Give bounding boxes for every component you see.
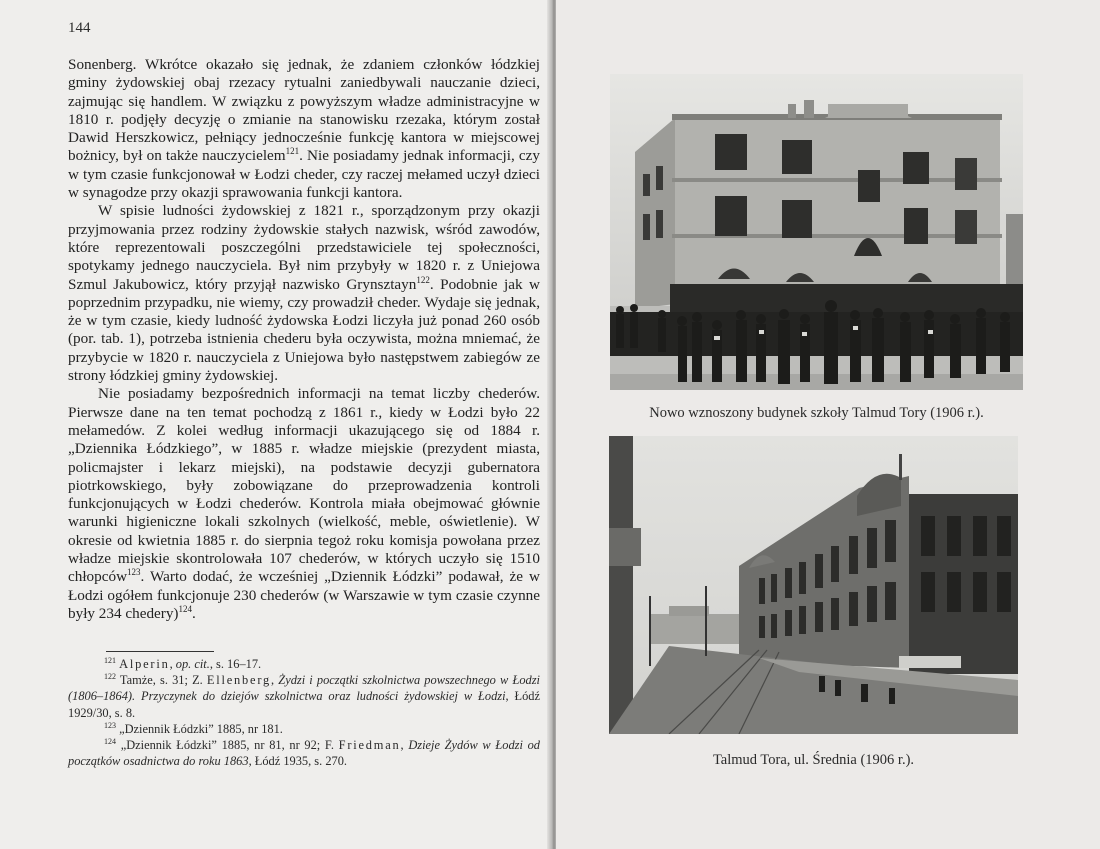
paragraph — [68, 202, 540, 385]
photo-1-caption: Nowo wznoszony budynek szkoły Talmud Tory (1906 r.). — [649, 405, 984, 421]
text-run: W spisie ludności żydowskiej z 1821 r., sporządzonym przy okazji przyjmowania przez rodziny żydowskie stałych nazwisk, wśród zawodów, które reprezentowali poszczególni przedstawiciele tej społeczności, spotykamy jednego nauczyciela. Był nim przybyły w 1820 r. z Uniejowa Szmul Jakubowicz, który przyjął nazwisko Grynsztayn — [68, 202, 540, 293]
photo-2-caption: Talmud Tora, ul. Średnia (1906 r.). — [712, 752, 915, 768]
text-run: , Łódź 1935, s. 270. — [248, 754, 348, 769]
footnote — [68, 721, 540, 737]
text-run: „Dziennik Łódzki” 1885, nr 181. — [116, 721, 283, 736]
author-name: Alperin — [119, 657, 170, 671]
paragraph — [68, 56, 540, 202]
text-run: , — [271, 673, 279, 688]
italic-text: Dzieje Żydów w Łodzi od początków osadnictwa do roku 1863 — [68, 738, 540, 769]
text-run: . Podobnie jak w poprzednim przypadku, nie wiemy, czy prowadził cheder. Wydaje się jednak, że w tym czasie, kiedy ludność żydowska Łodzi liczyła już ponad 260 osób (por. tab. 1), potrzeba istnienia chederu była oczywista, można mniemać, że przybycie w 1820 r. nauczyciela z Uniejowa było następstwem zabiegów ze strony łódzkiej gminy żydowskiej. — [68, 275, 540, 385]
paragraph — [68, 385, 540, 623]
text-run: Tamże, s. 31; Z. — [116, 673, 207, 688]
italic-text: op. cit. — [175, 657, 210, 671]
footnote-marker: 123 — [127, 567, 141, 578]
text-run: „Dziennik Łódzki” 1885, nr 81, nr 92; F. — [116, 738, 339, 753]
italic-text: Żydzi i początki szkolnictwa powszechnego w Łodzi (1806–1864). Przyczynek do dziejów szkolnictwa oraz ludności żydowskiej w Łodzi — [68, 673, 540, 704]
text-run: . Nie posiadamy jednak informacji, czy w tym czasie funkcjonował w Łodzi cheder, czy raczej mełamed uczył dzieci w synagodze przy okazji sprawowania funkcji kantora. — [68, 147, 541, 202]
footnote-marker: 124 — [104, 736, 116, 746]
text-run: , — [400, 738, 409, 753]
footnote-marker: 122 — [416, 274, 430, 285]
text-run: , s. 16–17. — [209, 657, 262, 671]
photo-talmud-tora-street — [609, 436, 1018, 734]
footnote-marker: 121 — [285, 146, 300, 157]
text-run: , — [169, 657, 176, 671]
text-run: . — [192, 604, 196, 622]
footnote — [68, 656, 540, 672]
footnote-rule — [106, 651, 214, 652]
text-run: Sonenberg. Wkrótce okazało się jednak, że zdaniem członków łódzkiej gminy żydowskiej obaj rzezacy rytualni zaniedbywali nauczanie dzieci, zajmując się handlem. W związku z powyższym władze administracyjne w 1810 r. podjęły decyzję o zmianie na stanowisku rzezaka, którym został Dawid Herszkowicz, pełniący jednocześnie funkcję kantora w miejscowej bożnicy, był on także nauczycielem — [68, 56, 540, 165]
author-name: Ellenberg — [206, 673, 272, 688]
text-run: , Łódź 1929/30, s. 8. — [68, 689, 540, 720]
photo-school-under-construction — [610, 74, 1023, 390]
footnote — [68, 672, 540, 721]
footnote-marker: 122 — [104, 672, 116, 682]
page-number: 144 — [68, 20, 91, 36]
text-run: . Warto dodać, że wcześniej „Dziennik Łódzki” podawał, że w Łodzi ogółem funkcjonuje 230 chederów (w Warszawie w tym czasie czynne były 234 chedery) — [68, 568, 540, 622]
author-name: Friedman — [338, 738, 401, 753]
footnotes — [68, 656, 540, 769]
footnote-marker: 123 — [104, 720, 116, 730]
footnote-marker: 124 — [178, 603, 192, 614]
body-text — [68, 56, 540, 623]
footnote — [68, 737, 540, 769]
text-run: Nie posiadamy bezpośrednich informacji na temat liczby chederów. Pierwsze dane na ten temat pochodzą z 1861 r., kiedy w Łodzi było 22 mełamedów. Z kolei według informacji ukazującego się od 1884 r. „Dziennika Łódzkiego”, w 1885 r. władze miejskie (prezydent miasta, policmajster i lekarz miejski), na podstawie decyzji gubernatora piotrkowskiego, były zobowiązane do przeprowadzenia kontroli funkcjonujących w Łodzi chederów. Kontrola miała obejmować głównie warunki higieniczne lokali szkolnych (wielkość, meble, oświetlenie). W okresie od kwietnia 1885 r. do sierpnia tegoż roku komisja powołana przez władze miejskie skontrolowała 107 chederów, w których uczyło się 1510 chłopców — [68, 385, 540, 586]
footnote-marker: 121 — [104, 655, 116, 665]
